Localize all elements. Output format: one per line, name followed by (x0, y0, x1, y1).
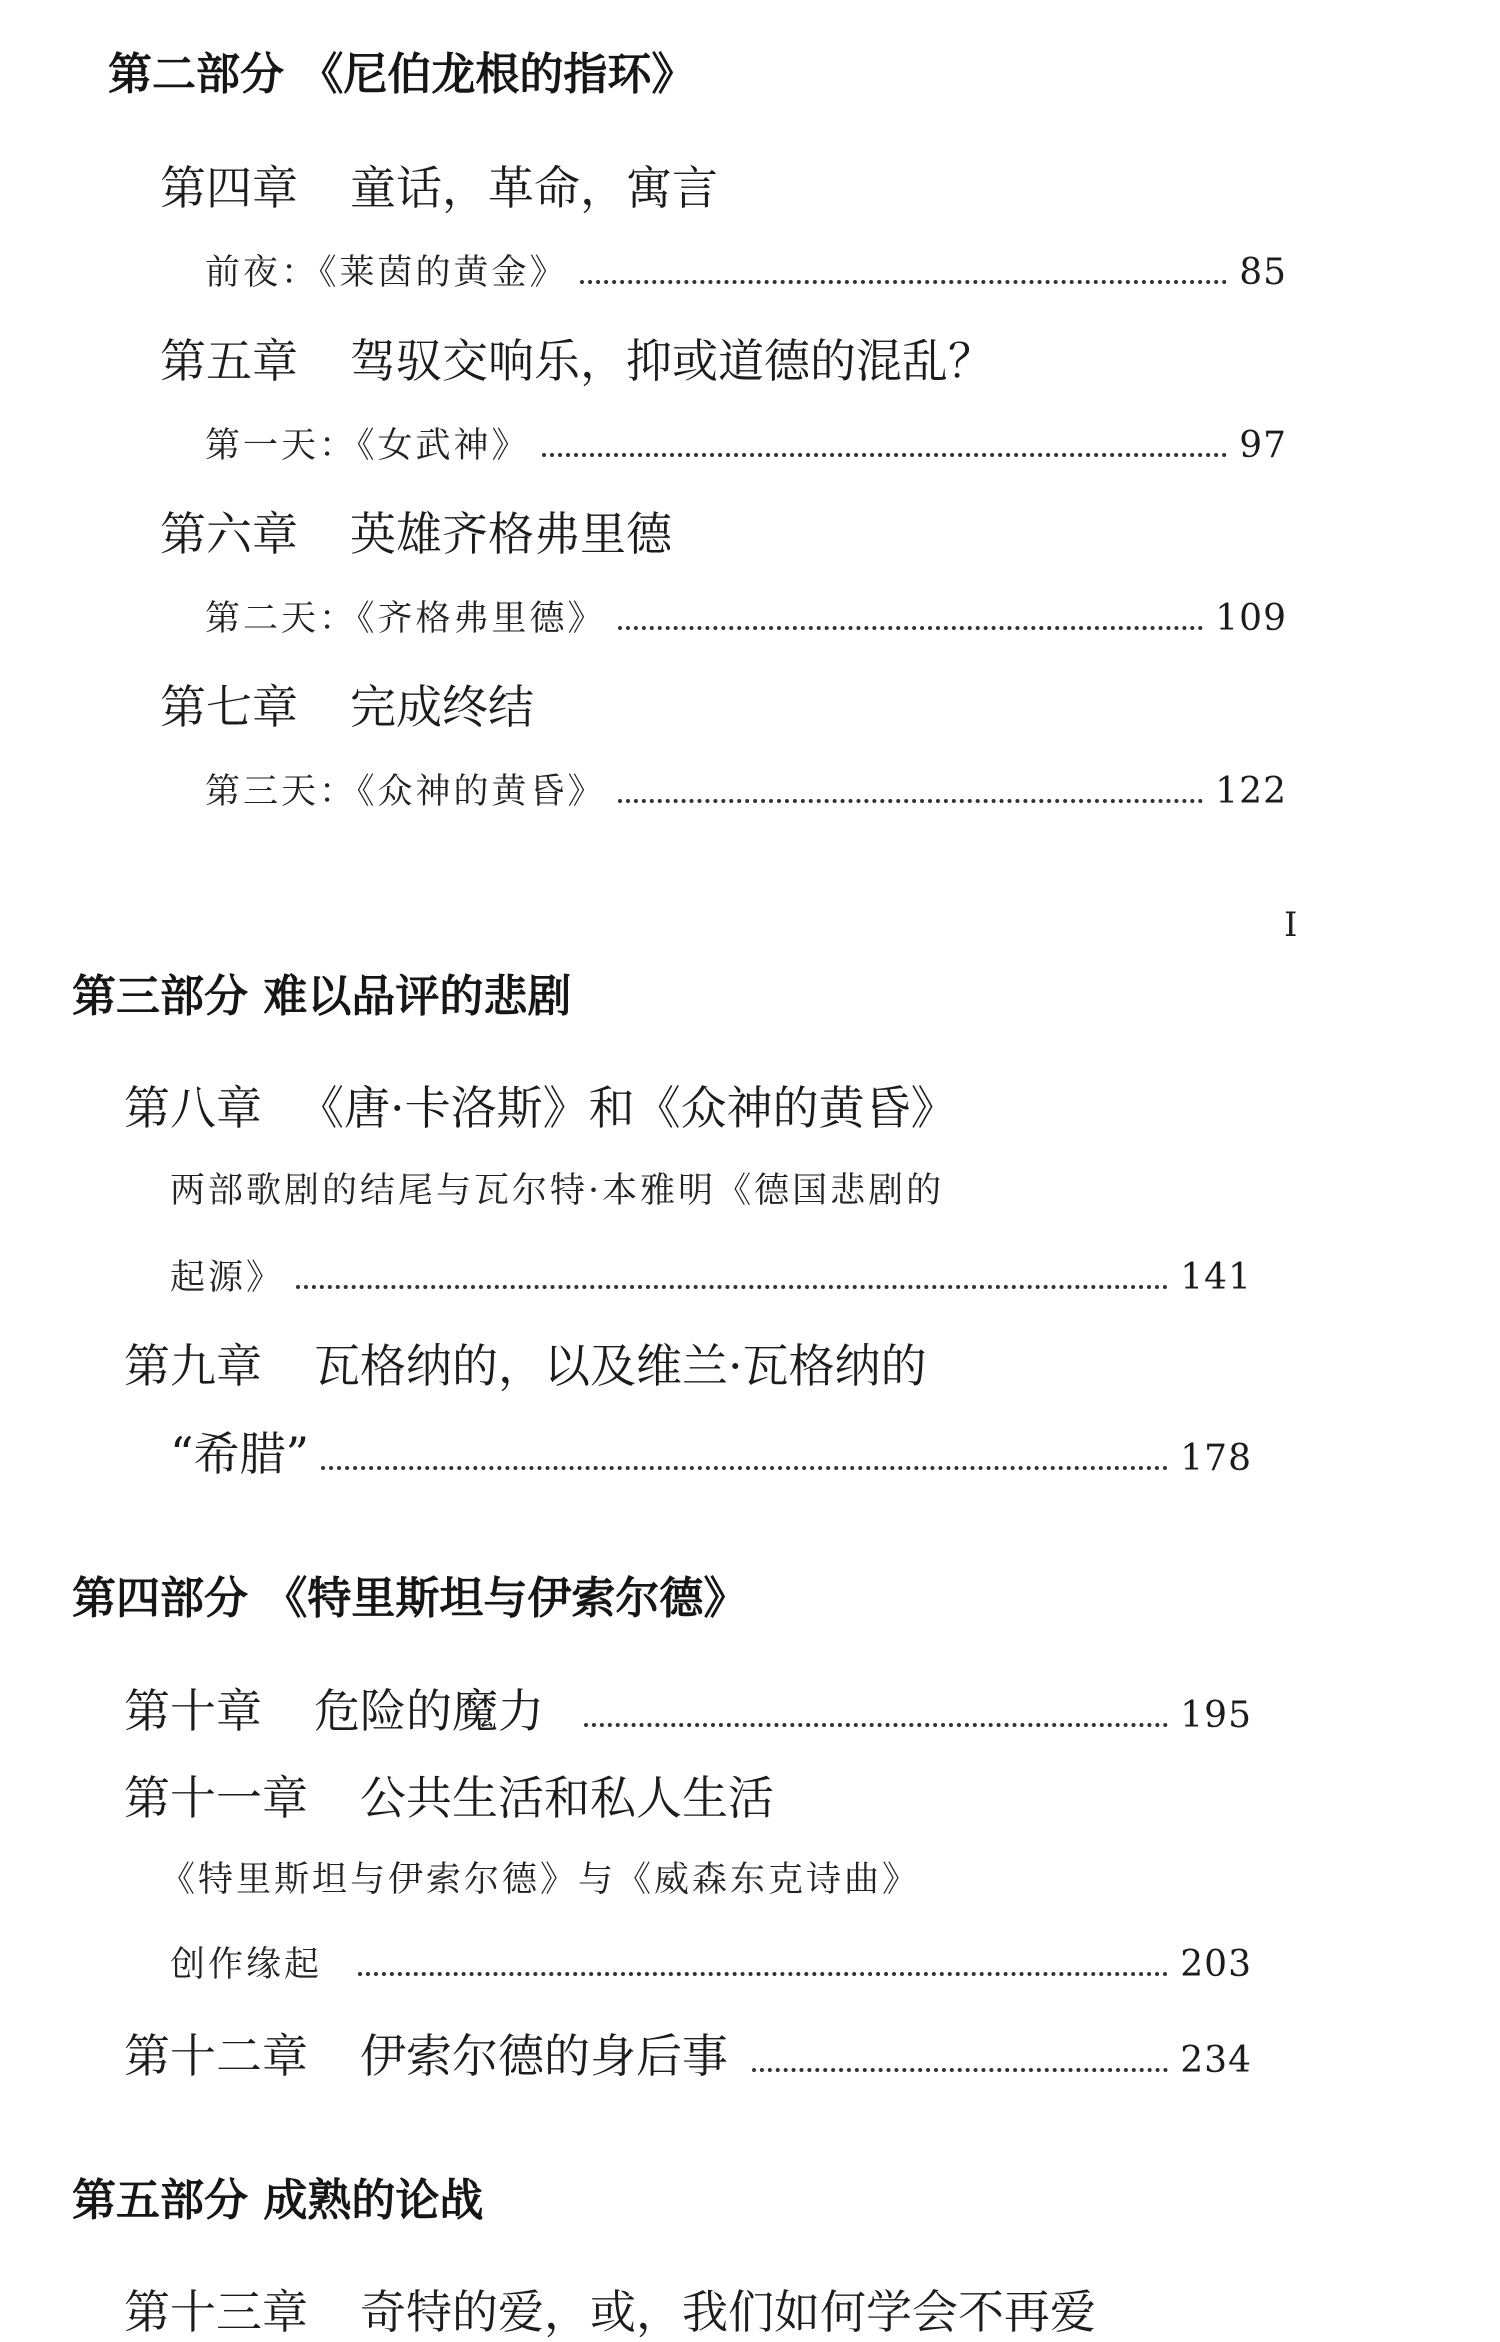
chapter-8-number: 第八章 (124, 1081, 262, 1135)
chapter-12-heading (124, 2020, 728, 2086)
chapter-4-number: 第四章 (160, 161, 298, 215)
entry-text: 第三天：《众神的黄昏》 (205, 772, 606, 812)
dot-leader (321, 1465, 1168, 1470)
dot-leader (752, 2067, 1168, 2072)
page-number: 178 (1180, 1438, 1252, 1479)
chapter-7-title: 完成终结 (350, 680, 534, 734)
chapter-9-heading (124, 1330, 927, 1396)
chapter-13-number: 第十三章 (124, 2285, 308, 2339)
chapter-8-subtitle: 两部歌剧的结尾与瓦尔特·本雅明《德国悲剧的 (170, 1171, 945, 1211)
entry-text: 起源》 (170, 1258, 285, 1298)
chapter-13-title: 奇特的爱，或，我们如何学会不再爱 (360, 2285, 1096, 2339)
dot-leader (618, 625, 1204, 630)
chapter-6-heading (160, 498, 672, 564)
toc-entry-ch4 (205, 245, 1287, 295)
part-4-title: 第四部分 《特里斯坦与伊索尔德》 (72, 1573, 748, 1624)
dot-leader (580, 279, 1228, 284)
chapter-8-title: 《唐·卡洛斯》和《众神的黄昏》 (298, 1081, 957, 1135)
page-number: 122 (1215, 771, 1287, 812)
chapter-5-heading (160, 325, 994, 391)
entry-text: 前夜：《莱茵的黄金》 (205, 253, 568, 293)
part-5-title: 第五部分 成熟的论战 (72, 2175, 484, 2226)
entry-text: 第二天：《齐格弗里德》 (205, 599, 606, 639)
toc-entry-ch12 (124, 2020, 1252, 2086)
chapter-12-title: 伊索尔德的身后事 (360, 2029, 728, 2083)
dot-leader (584, 1722, 1168, 1727)
entry-text: “希腊” (170, 1427, 310, 1481)
page-marker: I (1284, 905, 1298, 945)
toc-entry-ch7 (205, 764, 1287, 814)
part-2-title: 第二部分 《尼伯龙根的指环》 (108, 49, 696, 100)
chapter-13-heading (124, 2276, 1096, 2342)
toc-entry-ch6 (205, 591, 1287, 641)
chapter-10-heading (124, 1675, 544, 1741)
chapter-6-title: 英雄齐格弗里德 (350, 507, 672, 561)
dot-leader (542, 452, 1228, 457)
page-number: 85 (1239, 252, 1287, 293)
page-number: 141 (1180, 1257, 1252, 1298)
toc-entry-ch11 (170, 1937, 1252, 1987)
entry-text: 创作缘起 (170, 1945, 323, 1985)
dot-leader (296, 1284, 1168, 1289)
chapter-8-heading (124, 1072, 957, 1138)
chapter-11-number: 第十一章 (124, 1771, 308, 1825)
chapter-7-number: 第七章 (160, 680, 298, 734)
entry-text: 第一天：《女武神》 (205, 426, 530, 466)
part-3-title: 第三部分 难以品评的悲剧 (72, 971, 572, 1022)
chapter-11-title: 公共生活和私人生活 (360, 1771, 774, 1825)
toc-entry-ch9 (170, 1418, 1252, 1484)
dot-leader (358, 1971, 1168, 1976)
page-number: 203 (1180, 1944, 1252, 1985)
page-number: 234 (1180, 2040, 1252, 2081)
chapter-6-number: 第六章 (160, 507, 298, 561)
chapter-4-title: 童话，革命，寓言 (350, 161, 718, 215)
chapter-11-heading (124, 1762, 774, 1828)
dot-leader (618, 798, 1204, 803)
chapter-7-heading (160, 671, 534, 737)
chapter-9-number: 第九章 (124, 1339, 262, 1393)
chapter-10-title: 危险的魔力 (314, 1684, 544, 1738)
chapter-5-number: 第五章 (160, 334, 298, 388)
toc-entry-ch10 (124, 1675, 1252, 1741)
page-number: 97 (1239, 425, 1287, 466)
chapter-4-heading (160, 152, 718, 218)
chapter-11-subtitle: 《特里斯坦与伊索尔德》与《威森东克诗曲》 (160, 1860, 921, 1900)
chapter-9-title: 瓦格纳的，以及维兰·瓦格纳的 (314, 1339, 927, 1393)
chapter-12-number: 第十二章 (124, 2029, 308, 2083)
page-number: 195 (1180, 1695, 1252, 1736)
chapter-5-title: 驾驭交响乐，抑或道德的混乱？ (350, 334, 994, 388)
toc-entry-ch5 (205, 418, 1287, 468)
toc-entry-ch8 (170, 1250, 1252, 1300)
page-number: 109 (1215, 598, 1287, 639)
chapter-10-number: 第十章 (124, 1684, 262, 1738)
